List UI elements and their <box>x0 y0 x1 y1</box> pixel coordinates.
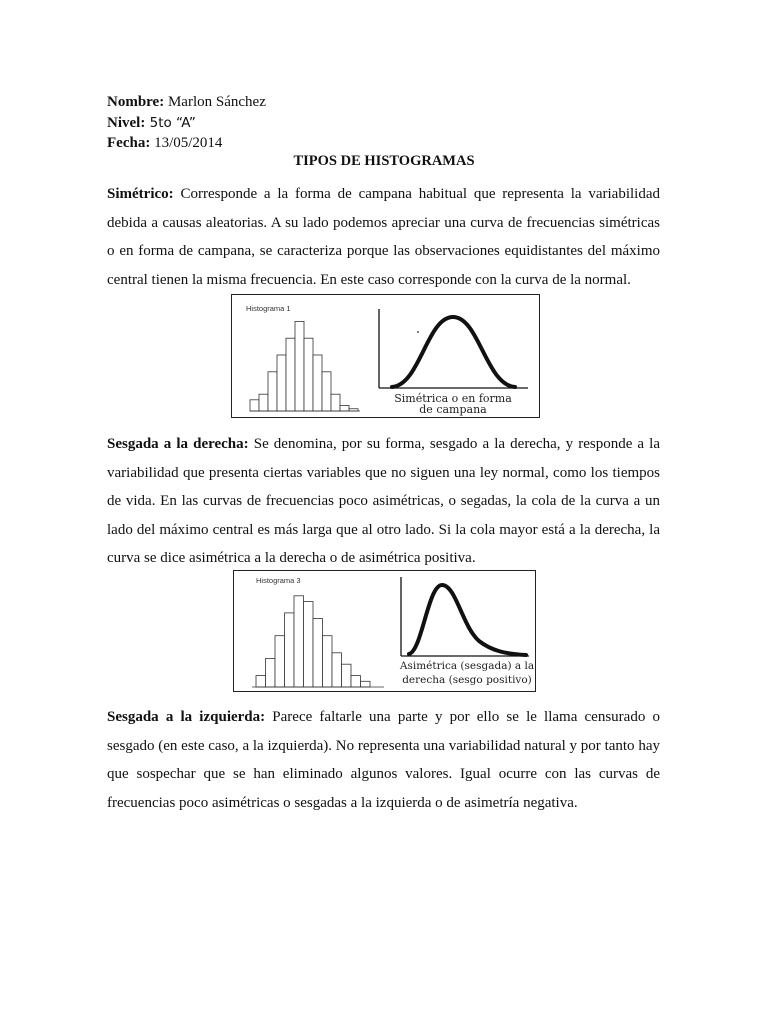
figure-simetrico <box>231 294 540 418</box>
histogram-bar <box>285 613 295 687</box>
nombre-value: Marlon Sánchez <box>164 94 266 110</box>
histogram-bar <box>322 372 331 411</box>
izquierda-text: Parece faltarle una parte y por ello se le llama censurado o sesgado (en este caso, a la izquierda). No representa una variabilidad natural y por tanto hay que sospechar que se han eliminado algunos valores. Igual ocurre con las curvas de frecuencias poco asimétricas o sesgadas a la izquierda o de asimetría negativa. <box>107 709 660 811</box>
page-title: TIPOS DE HISTOGRAMAS <box>293 153 475 169</box>
fecha-value: 13/05/2014 <box>150 135 223 151</box>
histogram-bar <box>294 596 304 687</box>
paragraph-derecha <box>107 430 660 573</box>
histogram-1-title: Histograma 1 <box>246 304 291 313</box>
histogram-bar <box>250 400 259 411</box>
caption-fig2-line1: Asimétrica (sesgada) a la <box>399 660 535 672</box>
nivel-value: 5to “A” <box>145 114 196 131</box>
histogram-bar <box>332 653 342 687</box>
nivel-line <box>107 113 266 134</box>
document-header <box>107 92 266 154</box>
histogram-bar <box>266 659 276 688</box>
histogram-bar <box>342 664 352 687</box>
figure-derecha <box>233 570 536 692</box>
bell-curve-chart <box>379 309 528 416</box>
histogram-bar <box>277 355 286 411</box>
histogram-bar <box>313 619 323 687</box>
fecha-label: Fecha: <box>107 135 151 151</box>
histogram-bar <box>340 405 349 411</box>
caption-fig1-line2: de campana <box>419 403 487 416</box>
simetrico-label: Simétrico: <box>107 186 174 202</box>
histogram-bar <box>304 338 313 411</box>
histogram-bar <box>361 681 371 687</box>
histogram-bar <box>295 321 304 411</box>
histogram-bar <box>256 676 266 687</box>
caption-fig1-line1: Simétrica o en forma <box>394 392 512 405</box>
skewed-right-curve <box>409 585 526 655</box>
paragraph-simetrico <box>107 180 660 294</box>
histogram-1 <box>250 321 358 411</box>
histogram-3 <box>256 596 370 687</box>
histogram-3-title: Histograma 3 <box>256 576 301 585</box>
skewed-right-curve-chart <box>399 577 534 686</box>
histogram-bar <box>275 636 285 687</box>
bell-curve <box>392 317 515 387</box>
histogram-bar <box>351 676 361 687</box>
nombre-label: Nombre: <box>107 94 165 110</box>
derecha-text: Se denomina, por su forma, sesgado a la derecha, y responde a la variabilidad que presenta ciertas variables que no siguen una ley normal, como los tiempos de vida. En las curvas de frecuencias poco asimétricas, o segadas, la cola de la curva a un lado del máximo central es más larga que al otro lado. Si la cola mayor está a la derecha, la curva se dice asimétrica a la derecha o de asimétrica positiva. <box>107 436 660 566</box>
derecha-label: Sesgada a la derecha: <box>107 436 249 452</box>
histogram-bar <box>259 394 268 411</box>
histogram-bar <box>323 636 333 687</box>
nombre-line <box>107 92 266 113</box>
simetrico-text: Corresponde a la forma de campana habitual que representa la variabilidad debida a causas aleatorias. A su lado podemos apreciar una curva de frecuencias simétricas o en forma de campana, se caracteriza porque las observaciones equidistantes del máximo central tienen la misma frecuencia. En este caso corresponde con la curva de la normal. <box>107 186 660 288</box>
histogram-bar <box>304 602 314 688</box>
histogram-bar <box>331 394 340 411</box>
fecha-line <box>107 133 266 154</box>
caption-fig2-line2: derecha (sesgo positivo) <box>402 674 532 686</box>
histogram-bar <box>286 338 295 411</box>
paragraph-izquierda <box>107 703 660 817</box>
nivel-label: Nivel: <box>107 114 146 131</box>
izquierda-label: Sesgada a la izquierda: <box>107 709 266 725</box>
histogram-bar <box>313 355 322 411</box>
histogram-bar <box>268 372 277 411</box>
